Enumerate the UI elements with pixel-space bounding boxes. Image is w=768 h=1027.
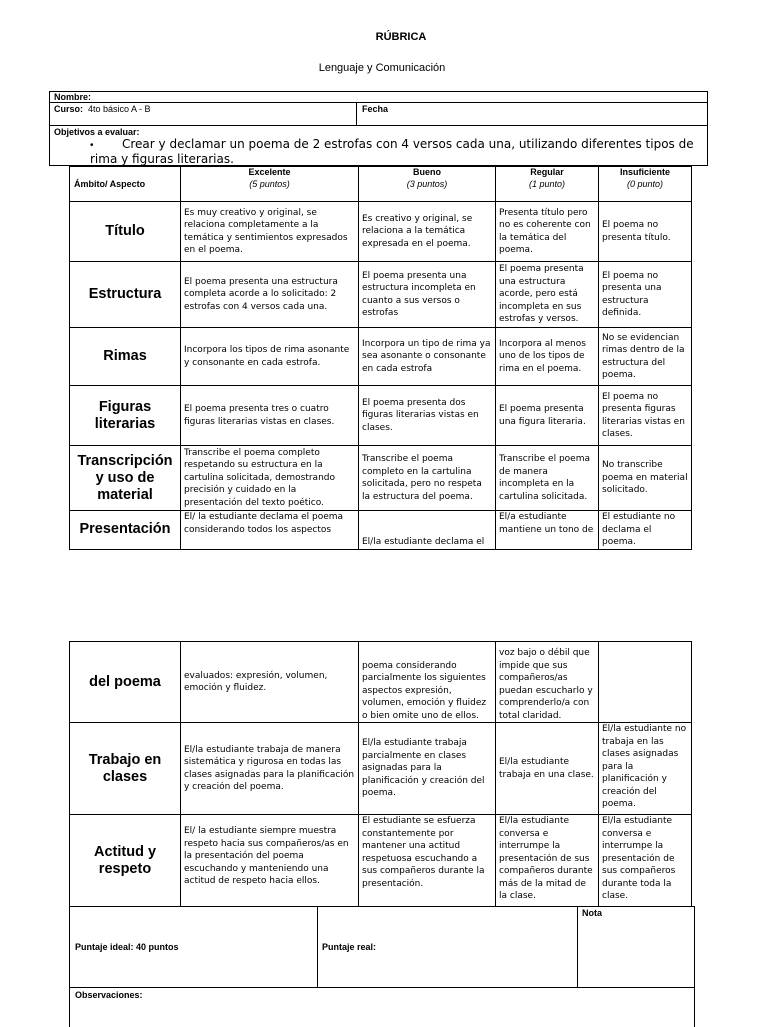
criterion-cell: evaluados: expresión, volumen, emoción y fluidez.: [181, 642, 359, 723]
nombre-label: Nombre:: [54, 92, 92, 102]
rubric-row: [70, 262, 692, 328]
criterion-cell: El estudiante se esfuerza constantemente por mantener una actitud respetuosa escuchando a sus compañeros durante la presentación.: [359, 815, 496, 907]
level-points: (0 punto): [626, 179, 664, 189]
objetivos-box: [49, 125, 708, 166]
header-aspect: Ámbito/ Aspecto: [70, 167, 181, 202]
criterion-cell: El/la estudiante trabaja parcialmente en clases asignadas para la planificación y creación del poema.: [359, 723, 496, 815]
rubric-row: [70, 446, 692, 511]
scores-box: [69, 906, 695, 988]
curso-cell: [50, 103, 357, 125]
level-name: Excelente: [248, 167, 291, 177]
rubric-table: [69, 166, 692, 550]
curso-label: Curso:: [54, 104, 83, 114]
observaciones-label: Observaciones:: [75, 990, 143, 1000]
criterion-cell: Presenta título pero no es coherente con la temática del poema.: [496, 202, 599, 262]
criterion-cell: El/la estudiante conversa e interrumpe la presentación de sus compañeros durante más de la mitad de la clase.: [496, 815, 599, 907]
aspect-cell: Trabajo en clases: [70, 723, 181, 815]
puntaje-real-label: Puntaje real:: [322, 942, 377, 952]
rubric-row: [70, 815, 692, 907]
criterion-cell: Transcribe el poema de manera incompleta en la cartulina solicitada.: [496, 446, 599, 511]
criterion-cell: Incorpora al menos uno de los tipos de rima en el poema.: [496, 328, 599, 386]
criterion-cell: El poema no presenta una estructura definida.: [599, 262, 692, 328]
level-name: Bueno: [413, 167, 441, 177]
criterion-cell: El poema presenta una estructura acorde, pero está incompleta en sus estrofas y versos.: [496, 262, 599, 328]
criterion-cell: El poema presenta tres o cuatro figuras literarias vistas en clases.: [181, 386, 359, 446]
criterion-cell: [599, 642, 692, 723]
level-points: (3 puntos): [406, 179, 448, 189]
rubric-row: [70, 202, 692, 262]
curso-row: [49, 102, 708, 126]
aspect-cell: del poema: [70, 642, 181, 723]
aspect-cell: Título: [70, 202, 181, 262]
criterion-cell: El/a estudiante mantiene un tono de: [496, 511, 599, 550]
observaciones-box: [69, 987, 695, 1027]
header-level: [181, 167, 359, 202]
rubric-row: [70, 328, 692, 386]
criterion-cell: No transcribe poema en material solicitado.: [599, 446, 692, 511]
rubric-row: [70, 723, 692, 815]
criterion-cell: El/ la estudiante declama el poema considerando todos los aspectos: [181, 511, 359, 550]
header-level: [599, 167, 692, 202]
criterion-cell: El estudiante no declama el poema.: [599, 511, 692, 550]
aspect-cell: Transcripción y uso de material: [70, 446, 181, 511]
nota-label: Nota: [582, 908, 602, 918]
level-name: Regular: [530, 167, 564, 177]
header-level: [496, 167, 599, 202]
nota-cell: [578, 907, 694, 987]
criterion-cell: El/la estudiante trabaja de manera sistemática y rigurosa en todas las clases asignadas para la planificación y creación del poema.: [181, 723, 359, 815]
criterion-cell: El poema presenta una estructura incompleta en cuanto a sus versos o estrofas: [359, 262, 496, 328]
objetivo-text: Crear y declamar un poema de 2 estrofas con 4 versos cada una, utilizando diferentes tipos de rima y figuras literarias.: [90, 137, 694, 166]
rubric-row: [70, 386, 692, 446]
aspect-cell: Rimas: [70, 328, 181, 386]
objetivos-label: Objetivos a evaluar:: [54, 127, 140, 137]
rubric-header-row: [70, 167, 692, 202]
aspect-cell: Estructura: [70, 262, 181, 328]
criterion-cell: Transcribe el poema completo en la cartulina solicitada, pero no respeta la estructura del poema.: [359, 446, 496, 511]
criterion-cell: El/la estudiante conversa e interrumpe la presentación de sus compañeros durante toda la clase.: [599, 815, 692, 907]
document-title: RÚBRICA: [375, 31, 427, 43]
criterion-cell: El/la estudiante trabaja en una clase.: [496, 723, 599, 815]
criterion-cell: Transcribe el poema completo respetando su estructura en la cartulina solicitada, demostrando precisión y cuidado en la presentación del texto poético.: [181, 446, 359, 511]
rubric-row: [70, 511, 692, 550]
aspect-cell: Presentación: [70, 511, 181, 550]
fecha-label: Fecha: [362, 104, 389, 114]
criterion-cell: El poema presenta dos figuras literarias vistas en clases.: [359, 386, 496, 446]
objetivo-bullet: •: [90, 140, 94, 151]
curso-value: 4to básico A - B: [88, 104, 151, 114]
level-name: Insuficiente: [619, 167, 670, 177]
criterion-cell: No se evidencian rimas dentro de la estructura del poema.: [599, 328, 692, 386]
criterion-cell: voz bajo o débil que impide que sus compañeros/as puedan escucharlo y comprenderlo/a con total claridad.: [496, 642, 599, 723]
header-level: [359, 167, 496, 202]
level-points: (1 punto): [528, 179, 566, 189]
criterion-cell: Incorpora un tipo de rima ya sea asonante o consonante en cada estrofa: [359, 328, 496, 386]
criterion-cell: El/la estudiante declama el: [359, 511, 496, 550]
criterion-cell: Es muy creativo y original, se relaciona completamente a la temática y sentimientos expresados en el poema.: [181, 202, 359, 262]
criterion-cell: El poema presenta una figura literaria.: [496, 386, 599, 446]
aspect-cell: Figuras literarias: [70, 386, 181, 446]
puntaje-ideal-label: Puntaje ideal: 40 puntos: [75, 942, 179, 952]
criterion-cell: El poema no presenta figuras literarias vistas en clases.: [599, 386, 692, 446]
criterion-cell: poema considerando parcialmente los siguientes aspectos expresión, volumen, emoción y fluidez o bien omite uno de ellos.: [359, 642, 496, 723]
criterion-cell: El/ la estudiante siempre muestra respeto hacia sus compañeros/as en la presentación del poema escuchando y manteniendo una actitud de respeto hacia ellos.: [181, 815, 359, 907]
aspect-cell: Actitud y respeto: [70, 815, 181, 907]
criterion-cell: El/la estudiante no trabaja en las clases asignadas para la planificación y creación del poema.: [599, 723, 692, 815]
puntaje-ideal-cell: [70, 907, 318, 987]
rubric-table-continued: [69, 641, 692, 907]
puntaje-real-cell: [318, 907, 578, 987]
criterion-cell: Incorpora los tipos de rima asonante y consonante en cada estrofa.: [181, 328, 359, 386]
document-subtitle: Lenguaje y Comunicación: [318, 62, 446, 74]
criterion-cell: El poema presenta una estructura completa acorde a lo solicitado: 2 estrofas con 4 versos cada una.: [181, 262, 359, 328]
rubric-row: [70, 642, 692, 723]
criterion-cell: Es creativo y original, se relaciona a la temática expresada en el poema.: [359, 202, 496, 262]
level-points: (5 puntos): [249, 179, 290, 189]
criterion-cell: El poema no presenta título.: [599, 202, 692, 262]
